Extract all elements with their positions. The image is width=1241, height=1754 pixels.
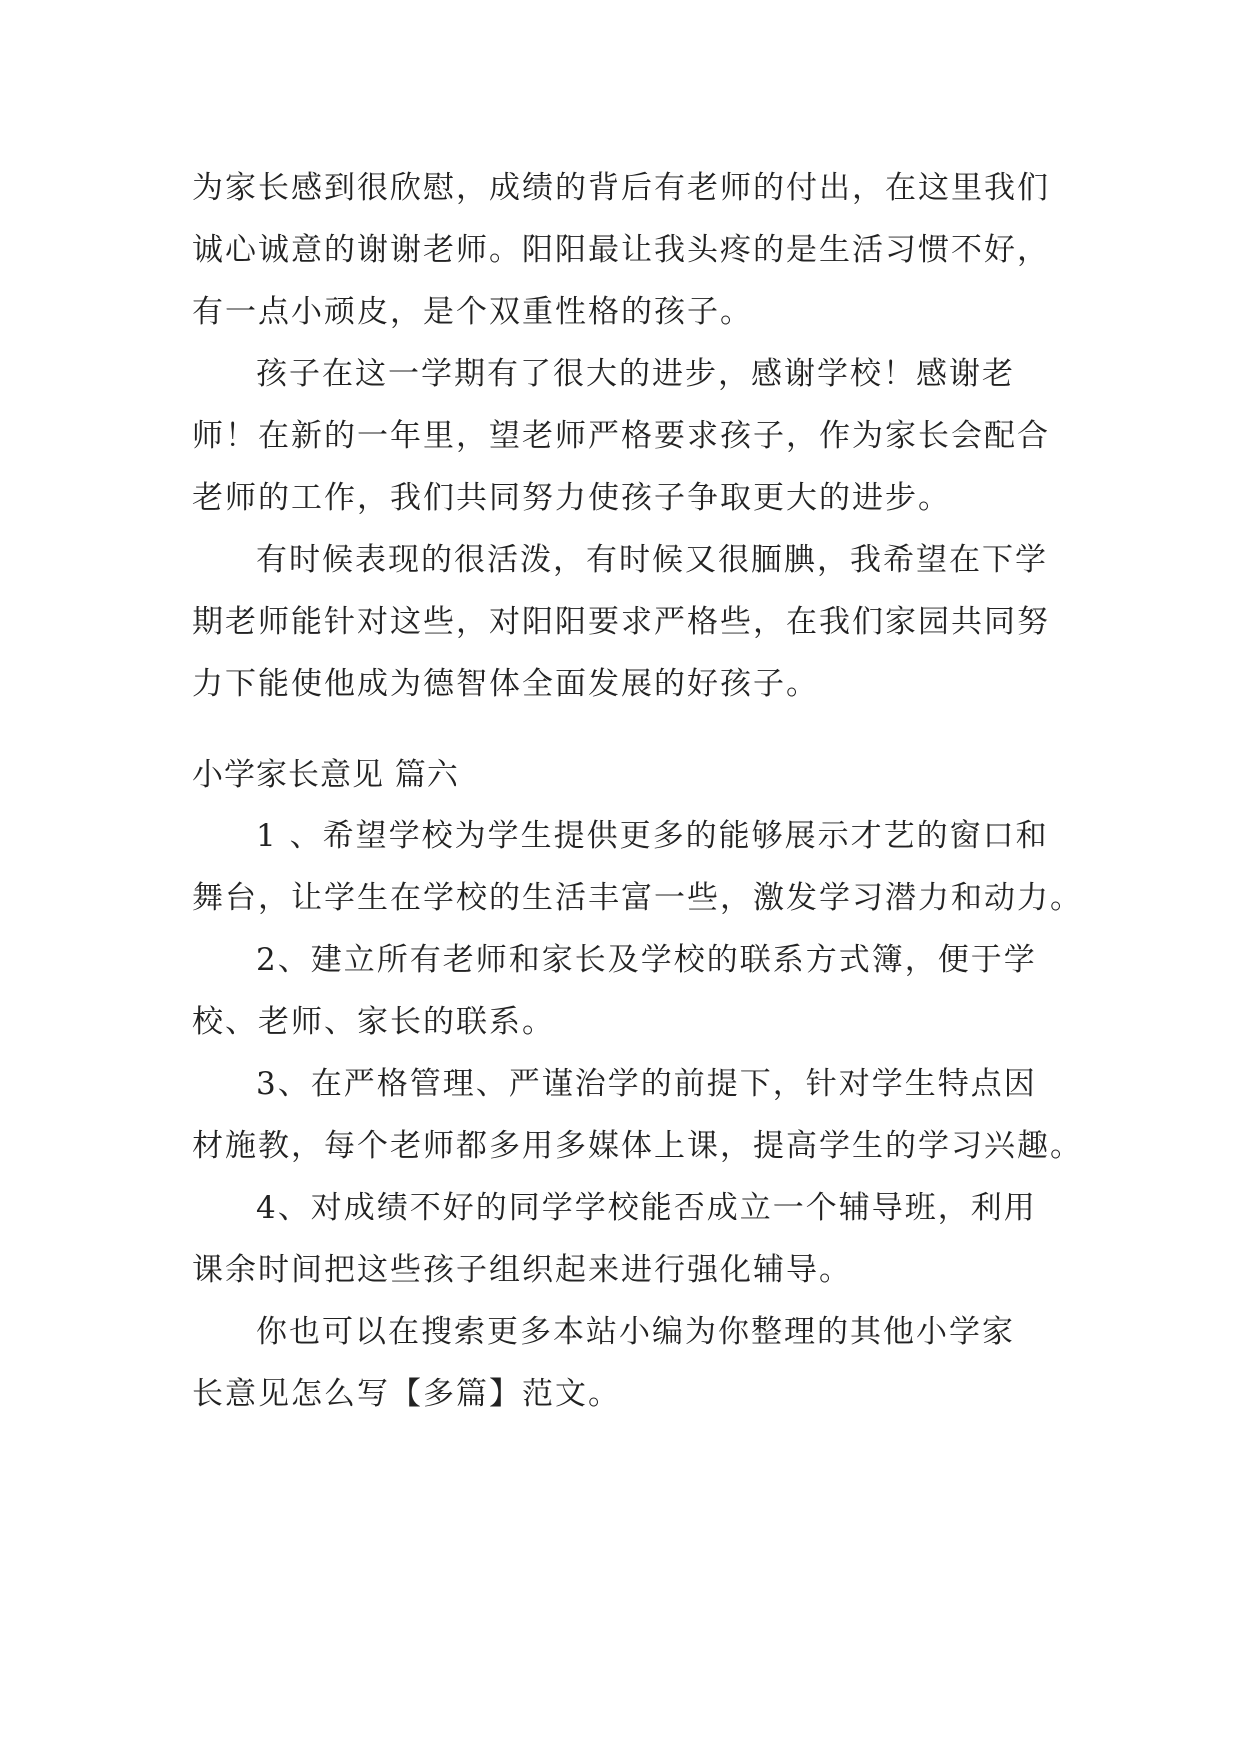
list-item-line: 课余时间把这些孩子组织起来进行强化辅导。 — [192, 1252, 852, 1288]
body-line: 期老师能针对这些，对阳阳要求严格些，在我们家园共同努 — [192, 604, 1050, 640]
list-item-line: 2、建立所有老师和家长及学校的联系方式簿，便于学 — [256, 942, 1037, 978]
body-line: 孩子在这一学期有了很大的进步，感谢学校！感谢老 — [256, 356, 1015, 392]
body-line: 有时候表现的很活泼，有时候又很腼腆，我希望在下学 — [256, 542, 1048, 578]
body-line: 为家长感到很欣慰，成绩的背后有老师的付出，在这里我们 — [192, 170, 1050, 206]
body-line: 有一点小顽皮，是个双重性格的孩子。 — [192, 294, 753, 330]
body-line: 长意见怎么写【多篇】范文。 — [192, 1376, 621, 1412]
list-item-line: 材施教，每个老师都多用多媒体上课，提高学生的学习兴趣。 — [192, 1128, 1083, 1164]
list-item-line: 3、在严格管理、严谨治学的前提下，针对学生特点因 — [256, 1066, 1037, 1102]
body-line: 力下能使他成为德智体全面发展的好孩子。 — [192, 666, 819, 702]
body-line: 你也可以在搜索更多本站小编为你整理的其他小学家 — [256, 1314, 1015, 1350]
section-heading: 小学家长意见 篇六 — [192, 757, 459, 793]
list-item-line: 1 、希望学校为学生提供更多的能够展示才艺的窗口和 — [256, 818, 1049, 854]
body-line: 老师的工作，我们共同努力使孩子争取更大的进步。 — [192, 480, 951, 516]
list-item-line: 舞台，让学生在学校的生活丰富一些，激发学习潜力和动力。 — [192, 880, 1083, 916]
body-line: 师！在新的一年里，望老师严格要求孩子，作为家长会配合 — [192, 418, 1050, 454]
body-line: 诚心诚意的谢谢老师。阳阳最让我头疼的是生活习惯不好， — [192, 232, 1050, 268]
list-item-line: 校、老师、家长的联系。 — [192, 1004, 555, 1040]
list-item-line: 4、对成绩不好的同学学校能否成立一个辅导班，利用 — [256, 1190, 1037, 1226]
